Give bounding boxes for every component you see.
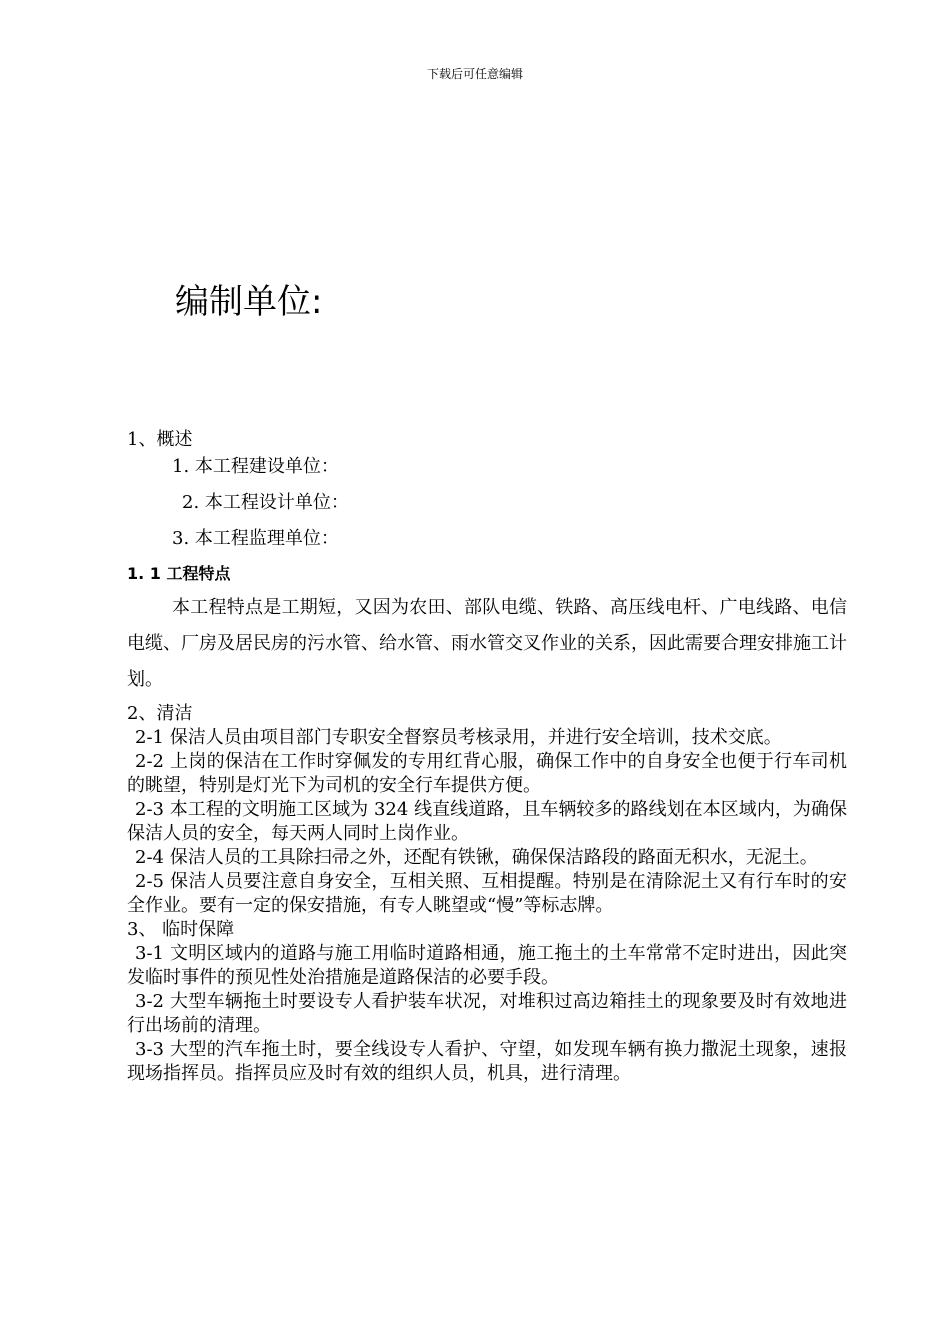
section-1-heading: 1、概述 <box>127 429 193 450</box>
document-body <box>127 428 847 1086</box>
section-1-1-heading: 1. 1 工程特点 <box>127 564 231 583</box>
header-note: 下载后可任意编辑 <box>426 67 523 81</box>
cleaning-item-2-3: 2-3 本工程的文明施工区域为 324 线直线道路，且车辆较多的路线划在本区域内，为确保保洁人员的安全，每天两人同时上岗作业。 <box>127 799 847 844</box>
cleaning-item-2-2: 2-2 上岗的保洁在工作时穿佩发的专用红背心服，确保工作中的自身安全也便于行车司机的眺望，特别是灯光下为司机的安全行车提供方便。 <box>127 751 847 796</box>
compiler-label: 编制单位: <box>175 282 323 322</box>
cleaning-item-2-1: 2-1 保洁人员由项目部门专职安全督察员考核录用，并进行安全培训，技术交底。 <box>135 727 782 748</box>
cleaning-item-2-4: 2-4 保洁人员的工具除扫帚之外，还配有铁锹，确保保洁路段的路面无积水，无泥土。 <box>135 847 818 868</box>
temporary-item-3-3: 3-3 大型的汽车拖土时，要全线设专人看护、守望，如发现车辆有换力撒泥土现象，速报现场指挥员。指挥员应及时有效的组织人员，机具，进行清理。 <box>127 1039 847 1084</box>
section-2-heading: 2、清洁 <box>127 703 193 724</box>
project-features-paragraph: 本工程特点是工期短，又因为农田、部队电缆、铁路、高压线电杆、广电线路、电信电缆、厂房及居民房的污水管、给水管、雨水管交叉作业的关系，因此需要合理安排施工计划。 <box>127 597 847 690</box>
temporary-item-3-2: 3-2 大型车辆拖土时要设专人看护装车状况，对堆积过高边箱挂土的现象要及时有效地进行出场前的清理。 <box>127 991 847 1036</box>
overview-item-1: 1. 本工程建设单位： <box>172 456 339 477</box>
overview-item-2: 2. 本工程设计单位： <box>182 492 349 513</box>
section-3-heading: 3、 临时保障 <box>127 919 235 940</box>
cleaning-item-2-5: 2-5 保洁人员要注意自身安全，互相关照、互相提醒。特别是在清除泥土又有行车时的安全作业。要有一定的保安措施，有专人眺望或“慢”等标志牌。 <box>127 871 847 916</box>
overview-item-3: 3. 本工程监理单位： <box>172 528 339 549</box>
temporary-item-3-1: 3-1 文明区域内的道路与施工用临时道路相通，施工拖土的土车常常不定时进出，因此突发临时事件的预见性处治措施是道路保洁的必要手段。 <box>127 943 847 988</box>
